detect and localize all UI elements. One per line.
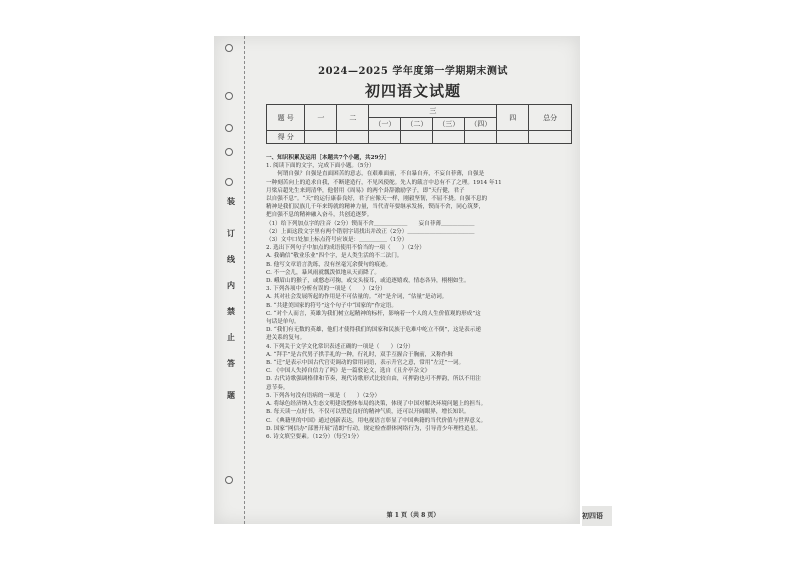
score-table-sub-col: （二） <box>401 118 433 131</box>
text-line: （2）上面这段文字里有两个错别字请找出并改正（2分）＿＿＿＿＿＿＿＿＿＿＿＿ <box>266 228 475 235</box>
text-line: D. 国家“网信办”部署开展“清朗”行动，规定检查群体网络行为，引导青少年理性追星。 <box>266 425 482 432</box>
text-line: 2. 选出下列句子中加点的成语使用不恰当的一项（ ）（2分） <box>266 245 425 252</box>
text-line: 句话是单句。 <box>266 319 300 326</box>
binding-mark: 题 <box>227 390 235 400</box>
score-table-col-1: 一 <box>305 105 337 131</box>
score-table-col-3: 三 <box>369 105 497 118</box>
score-cell <box>497 131 529 144</box>
question-text <box>266 154 572 441</box>
page-footer: 第 1 页（共 8 页） <box>386 512 440 519</box>
text-line: D. 峨眉山的猴子，或憨态可掬，或交头接耳，或追逐嬉戏，情态各异，栩栩如生。 <box>266 278 470 285</box>
text-line: 以自强不息”。“天”的运行康泰良好，君子应像天一样，刚毅坚韧，不屈不挠。自强不息的 <box>266 196 488 203</box>
binding-mark: 答 <box>227 358 235 368</box>
text-line: 4. 下列关于文学文化常识表述正确的一项是（ ）（2分） <box>266 343 414 350</box>
text-line: C. 《中国人失掉自信力了吗》是一篇驳论文，选自《且介亭杂文》 <box>266 368 431 375</box>
text-line: 3. 下列各项中分析有误的一项是（ ）（2分） <box>266 286 386 293</box>
score-cell <box>337 131 369 144</box>
score-table-sub-col: （三） <box>433 118 465 131</box>
binding-hole <box>225 148 233 156</box>
text-line: 一、知识积累及运用［本题共7个小题，共29分］ <box>266 155 390 161</box>
binding-hole <box>225 124 233 132</box>
text-line: 进关系的复句。 <box>266 335 306 342</box>
score-table-col-4: 四 <box>497 105 529 131</box>
binding-mark: 装 <box>227 196 235 206</box>
text-line: B. “共建美国家的符号”这个句子中“国家的”作定语。 <box>266 302 397 309</box>
score-cell <box>465 131 497 144</box>
text-line: C. 《典籍里的中国》通过创新表达，用电视语言彰显了中国典籍的当代价值与世界意义。 <box>266 417 487 424</box>
text-line: C. 不一会儿，暴风雨就瓢泼似地从天而降了。 <box>266 269 380 276</box>
score-cell <box>529 131 572 144</box>
score-table <box>266 104 572 144</box>
text-line: 5. 下列各句没有语病的一项是（ ）（2分） <box>266 392 381 399</box>
text-line: 1. 阅读下面的文字，完成下面小题。（5分） <box>266 163 375 170</box>
binding-mark: 禁 <box>227 306 235 316</box>
text-line: 月梁启超先生来到清华，他借用《周易》的两个卦辞激励学子，即“天行健，君子 <box>266 187 465 194</box>
exam-paper <box>214 36 580 524</box>
text-line: A. 将绿色经济纳入生态文明建设整体布局的决策，体现了中国对解决环境问题上的担当。 <box>266 401 487 408</box>
binding-mark: 内 <box>227 280 235 290</box>
score-cell <box>369 131 401 144</box>
text-line: A. 其对社会发展所起的作用是不可估量的。“对”是介词，“估量”是动词。 <box>266 294 448 301</box>
score-cell <box>401 131 433 144</box>
text-line: （1）给下列加点字的注音（2分）锲而不舍＿＿＿＿＿＿ 妄自菲薄＿＿＿＿＿＿ <box>266 220 475 227</box>
text-line: A. “拜手”是古代男子拱手礼的一种，行礼时，双手互握合于胸前，又称作揖 <box>266 351 453 358</box>
score-cell <box>433 131 465 144</box>
binding-hole <box>225 178 233 186</box>
text-line: 一种刻苦向上的追求自我，不断建造行，不见风使舵。先人的箴言中总有不了之理。1914 年11 <box>266 179 502 186</box>
text-line: 精神是我们民族几千年来铸就的精神力量，当代青年要继承发扬，锲而不舍，同心筑梦， <box>266 204 485 211</box>
text-line: 把自强不息的精神融入奋斗，共创追逐梦。 <box>266 212 373 219</box>
score-table-col-2: 二 <box>337 105 369 131</box>
text-line: 何谓自强？自强是直面困苦的意志，在艰难面前，不自暴自弃，不妄自菲薄，自强是 <box>266 171 485 178</box>
text-line: 6. 诗文填空要素。（12分）（每空1分） <box>266 433 363 440</box>
text-line: （3）文中口处加上标点符号应该是：＿＿＿＿＿（1分） <box>266 237 408 244</box>
binding-mark: 订 <box>227 228 235 238</box>
score-table-sub-col: （四） <box>465 118 497 131</box>
binding-hole <box>225 476 233 484</box>
text-line: B. “迁”是表示中国古代官吏调动的常用词语，表示升官之意，常用“左迁”一词。 <box>266 360 465 367</box>
exam-title: 2024—2025 学年度第一学期期末测试 <box>318 66 508 77</box>
text-line: C. “对个人而言，英雄为我们树立起精神的标杆，影响着一个人的人生价值观的形成”这 <box>266 310 481 317</box>
binding-mark: 线 <box>227 254 235 264</box>
subject-title: 初四语文试题 <box>364 82 461 100</box>
binding-hole <box>225 44 233 52</box>
score-table-sub-col: （一） <box>369 118 401 131</box>
binding-hole <box>225 92 233 100</box>
score-table-total: 总分 <box>529 105 572 131</box>
binding-mark: 止 <box>227 332 235 342</box>
binding-margin <box>214 36 245 524</box>
text-line: B. 他写文章语言洗练，没有丝毫冗余赘句的痕迹。 <box>266 261 392 268</box>
text-line: D. 古代诗歌强调格律和节奏，现代诗歌形式比较自由，可押韵也可不押韵，所以不用注 <box>266 376 481 383</box>
text-line: A. 我确信“敬业乐业”四个字，是人类生活的不二法门。 <box>266 253 403 260</box>
score-cell <box>305 131 337 144</box>
text-line: 意节奏。 <box>266 384 289 391</box>
text-line: B. 每天读一点好书，不仅可以塑造良好的精神气质，还可以开阔眼界，增长知识。 <box>266 409 470 416</box>
score-table-score-label: 得 分 <box>267 131 305 144</box>
next-page-edge: 初四语 <box>582 506 612 526</box>
text-line: D. “我们有无数的英雄，他们才使得我们的国家和民族于危难中屹立不倒”，这是表示递 <box>266 327 481 334</box>
score-table-row-header: 题 号 <box>267 105 305 131</box>
